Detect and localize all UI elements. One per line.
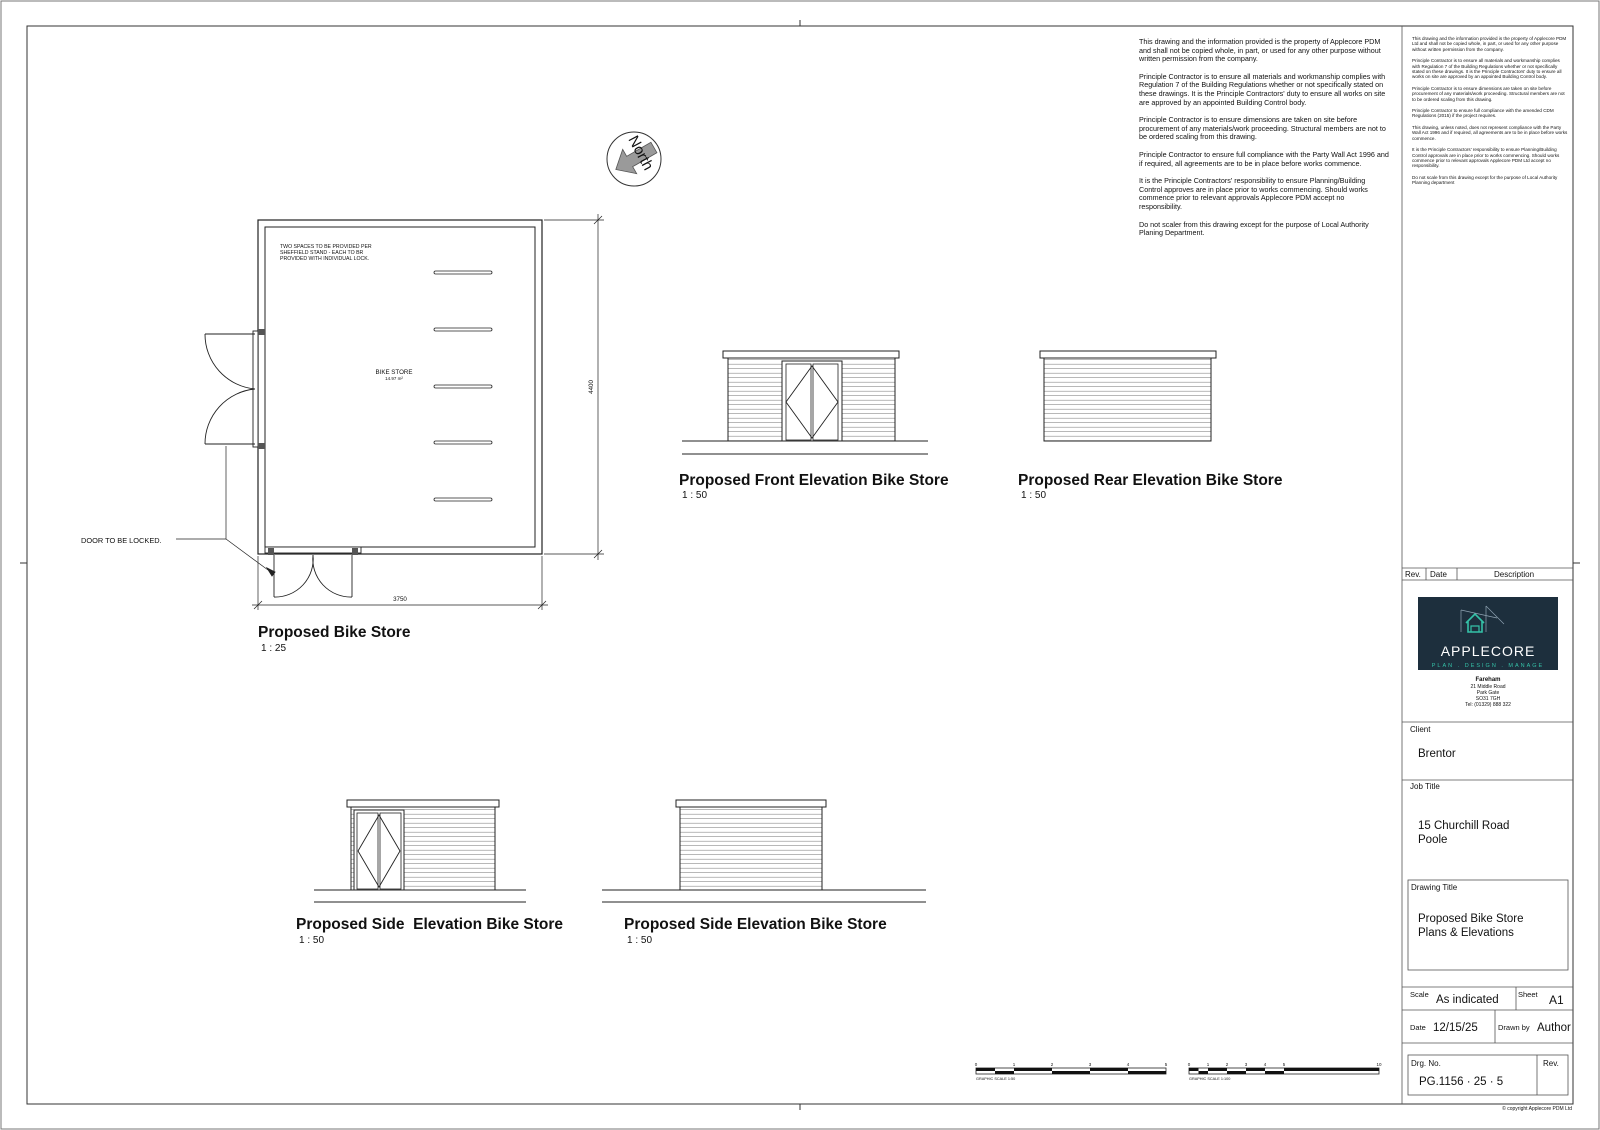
sheffield-stand (434, 328, 492, 331)
side1-door-frame (354, 810, 404, 890)
plan-title: Proposed Bike Store (258, 624, 411, 641)
room-area: 14.97 m² (385, 376, 403, 381)
plan-note-line: SHEFFIELD STAND - EACH TO BR (280, 250, 364, 256)
plan-note-line: TWO SPACES TO BE PROVIDED PER (280, 244, 372, 250)
sheffield-stand (434, 441, 492, 444)
copyright: © copyright Applecore PDM Ltd (1502, 1106, 1572, 1112)
plan-outer-wall (258, 220, 542, 554)
drawing-title-line: Proposed Bike Store (1418, 913, 1524, 925)
graphic-scale-1-50 (975, 1062, 1168, 1081)
scale-tick: 4 (1126, 1062, 1130, 1067)
north-label: North (624, 132, 657, 174)
plan-scale: 1 : 25 (261, 643, 287, 654)
drawn-by-label: Drawn by (1498, 1023, 1530, 1032)
scale-tick: 10 (1376, 1062, 1382, 1067)
office-name: Fareham (1475, 677, 1501, 683)
side2-roof-fascia (676, 800, 826, 807)
front-elevation-title: Proposed Front Elevation Bike Store (679, 472, 949, 489)
scale-tick: 0 (974, 1062, 978, 1067)
north-arrow (607, 132, 661, 186)
graphic-scale-1-100 (1188, 1062, 1382, 1081)
drawing-title-label: Drawing Title (1411, 883, 1458, 892)
note-paragraph: This drawing and the information provided is the property of Applecore PDM Ltd and shall not be copied whole, in part, or used for any other purpose without written permission from the company. (1412, 36, 1567, 52)
side2-wall (680, 807, 822, 890)
rear-wall (1044, 358, 1211, 441)
applecore-logo (1418, 597, 1558, 670)
drawn-by-value: Author (1537, 1022, 1571, 1034)
description-header: Description (1494, 570, 1535, 579)
note-paragraph: It is the Principle Contractors' responsibility to ensure Planning/Building Control approves are in place prior to works commencing. Should works commence prior to relevant approvals Applecore PDM accept no responsibility. (1139, 176, 1368, 211)
title-block-notes (1412, 36, 1568, 192)
drg-no-label: Drg. No. (1411, 1059, 1441, 1068)
client-label: Client (1410, 725, 1431, 734)
note-paragraph: Principle Contractor to ensure full compliance with the Party Wall Act 1996 and if required, all agreements are to be in place before works commence. (1139, 149, 1389, 168)
address-line: SO31 7GH (1475, 696, 1501, 702)
scale-tick: 5 (1282, 1062, 1286, 1067)
note-paragraph: Principle Contractor to ensure full compliance with the amended CDM Regulations (2015) if the project requires. (1412, 108, 1554, 119)
note-paragraph: Principle Contractor is to ensure all materials and workmanship complies with Regulation 7 of the Building Regulations whether or not specifically stated on these drawings. It is the Principle Contractors' duty to ensure all works on site are approved by an appointed Building Control body. (1139, 71, 1386, 107)
side2-elevation-title: Proposed Side Elevation Bike Store (624, 916, 887, 933)
address-line: 21 Middle Road (1470, 684, 1506, 690)
scale-tick: 2 (1050, 1062, 1054, 1067)
rev-label: Rev. (1543, 1059, 1559, 1068)
office-address (1465, 677, 1511, 708)
rear-elevation-title: Proposed Rear Elevation Bike Store (1018, 472, 1283, 489)
job-title-line: 15 Churchill Road (1418, 820, 1510, 832)
general-notes (1139, 38, 1389, 247)
sheffield-stand (434, 271, 492, 274)
note-paragraph: Principle Contractor is to ensure dimensions are taken on site before procurement of any materials/work proceeding. Structural members are not to be ordered scaling from this drawing. (1412, 85, 1565, 102)
left-double-door (205, 329, 265, 449)
note-paragraph: This drawing, unless noted, does not represent compliance with the Party Wall Act 1996 and if required, all agreements are to be in place before works commence. (1412, 124, 1568, 141)
plan-inner-wall (265, 227, 535, 547)
scale-tick: 3 (1088, 1062, 1092, 1067)
rear-roof-fascia (1040, 351, 1216, 358)
note-paragraph: This drawing and the information provided is the property of Applecore PDM and shall not be copied whole, in part, or used for any other purpose without written permission from the company. (1139, 37, 1381, 64)
sheffield-stand (434, 385, 492, 388)
date-header: Date (1430, 570, 1447, 579)
sheet-value: A1 (1549, 993, 1564, 1007)
scale-tick: 5 (1164, 1062, 1168, 1067)
scale-tick: 1 (1206, 1062, 1210, 1067)
note-paragraph: Do not scale from this drawing except for the purpose of Local Authority Planning department (1412, 174, 1558, 186)
room-name: BIKE STORE (375, 369, 413, 376)
front-elevation (679, 351, 949, 501)
scale-value: As indicated (1436, 994, 1499, 1006)
logo-name: APPLECORE (1440, 643, 1536, 659)
sheffield-stand (434, 498, 492, 501)
bike-store-plan (81, 214, 604, 654)
plan-note-line: PROVIDED WITH INDIVIDUAL LOCK. (280, 256, 370, 262)
note-paragraph: Principle Contractor is to ensure all materials and workmanship complies with Regulation 7 of the Building Regulations whether or not specifically stated on these drawings. It is the Principle Contractors' duty to ensure all works on site are approved by an appointed Building Control body. (1412, 58, 1562, 80)
front-roof-fascia (723, 351, 899, 358)
side1-roof-fascia (347, 800, 499, 807)
plan-height-dimension (544, 214, 604, 560)
front-elevation-scale: 1 : 50 (682, 490, 708, 501)
scale-caption: GRAPHIC SCALE 1:100 (1189, 1077, 1231, 1081)
side1-elevation-title: Proposed Side Elevation Bike Store (296, 916, 564, 933)
plan-height-value: 4400 (588, 380, 595, 394)
door-note-leader (176, 446, 226, 539)
job-title-label: Job Title (1410, 782, 1440, 791)
job-title-line: Poole (1418, 834, 1448, 846)
client-value: Brentor (1418, 748, 1456, 760)
drawing-title-line: Plans & Elevations (1418, 927, 1514, 939)
note-paragraph: Do not scaler from this drawing except for the purpose of Local Authority Planing Department. (1139, 219, 1369, 238)
scale-tick: 4 (1263, 1062, 1267, 1067)
address-phone: Tel: (01329) 888 322 (1465, 702, 1511, 708)
date-label: Date (1410, 1023, 1426, 1032)
side-elevation-1 (296, 800, 563, 946)
front-door-frame (782, 361, 842, 441)
note-paragraph: Principle Contractor is to ensure dimensions are taken on site before procurement of any materials/work proceeding. Structural members are not to be ordered scaling from this drawing. (1139, 115, 1386, 142)
scale-tick: 2 (1225, 1062, 1229, 1067)
plan-width-value: 3750 (393, 596, 407, 603)
rear-elevation-scale: 1 : 50 (1021, 490, 1047, 501)
date-value: 12/15/25 (1433, 1022, 1478, 1034)
scale-tick: 0 (1187, 1062, 1191, 1067)
door-note: DOOR TO BE LOCKED. (81, 536, 162, 545)
side-elevation-2 (602, 800, 926, 946)
address-line: Park Gate (1476, 690, 1500, 696)
scale-caption: GRAPHIC SCALE 1:50 (976, 1077, 1016, 1081)
logo-tagline: PLAN . DESIGN . MANAGE (1431, 663, 1545, 669)
side1-elevation-scale: 1 : 50 (299, 935, 325, 946)
drg-no-value: PG.1156 · 25 · 5 (1419, 1076, 1504, 1088)
revision-table-header (1405, 570, 1534, 579)
scale-tick: 3 (1244, 1062, 1248, 1067)
rev-header: Rev. (1405, 570, 1421, 579)
side2-elevation-scale: 1 : 50 (627, 935, 653, 946)
note-paragraph: It is the Principle Contractors' responsibility to ensure Planning/Building Control approvals are in place prior to works commencing. Should works commence prior to relevant approvals Applecore PDM Ltd accept no responsibility. (1412, 147, 1560, 169)
scale-label: Scale (1410, 990, 1429, 999)
rear-elevation (1018, 351, 1283, 501)
scale-tick: 1 (1012, 1062, 1016, 1067)
sheet-label: Sheet (1518, 990, 1538, 999)
